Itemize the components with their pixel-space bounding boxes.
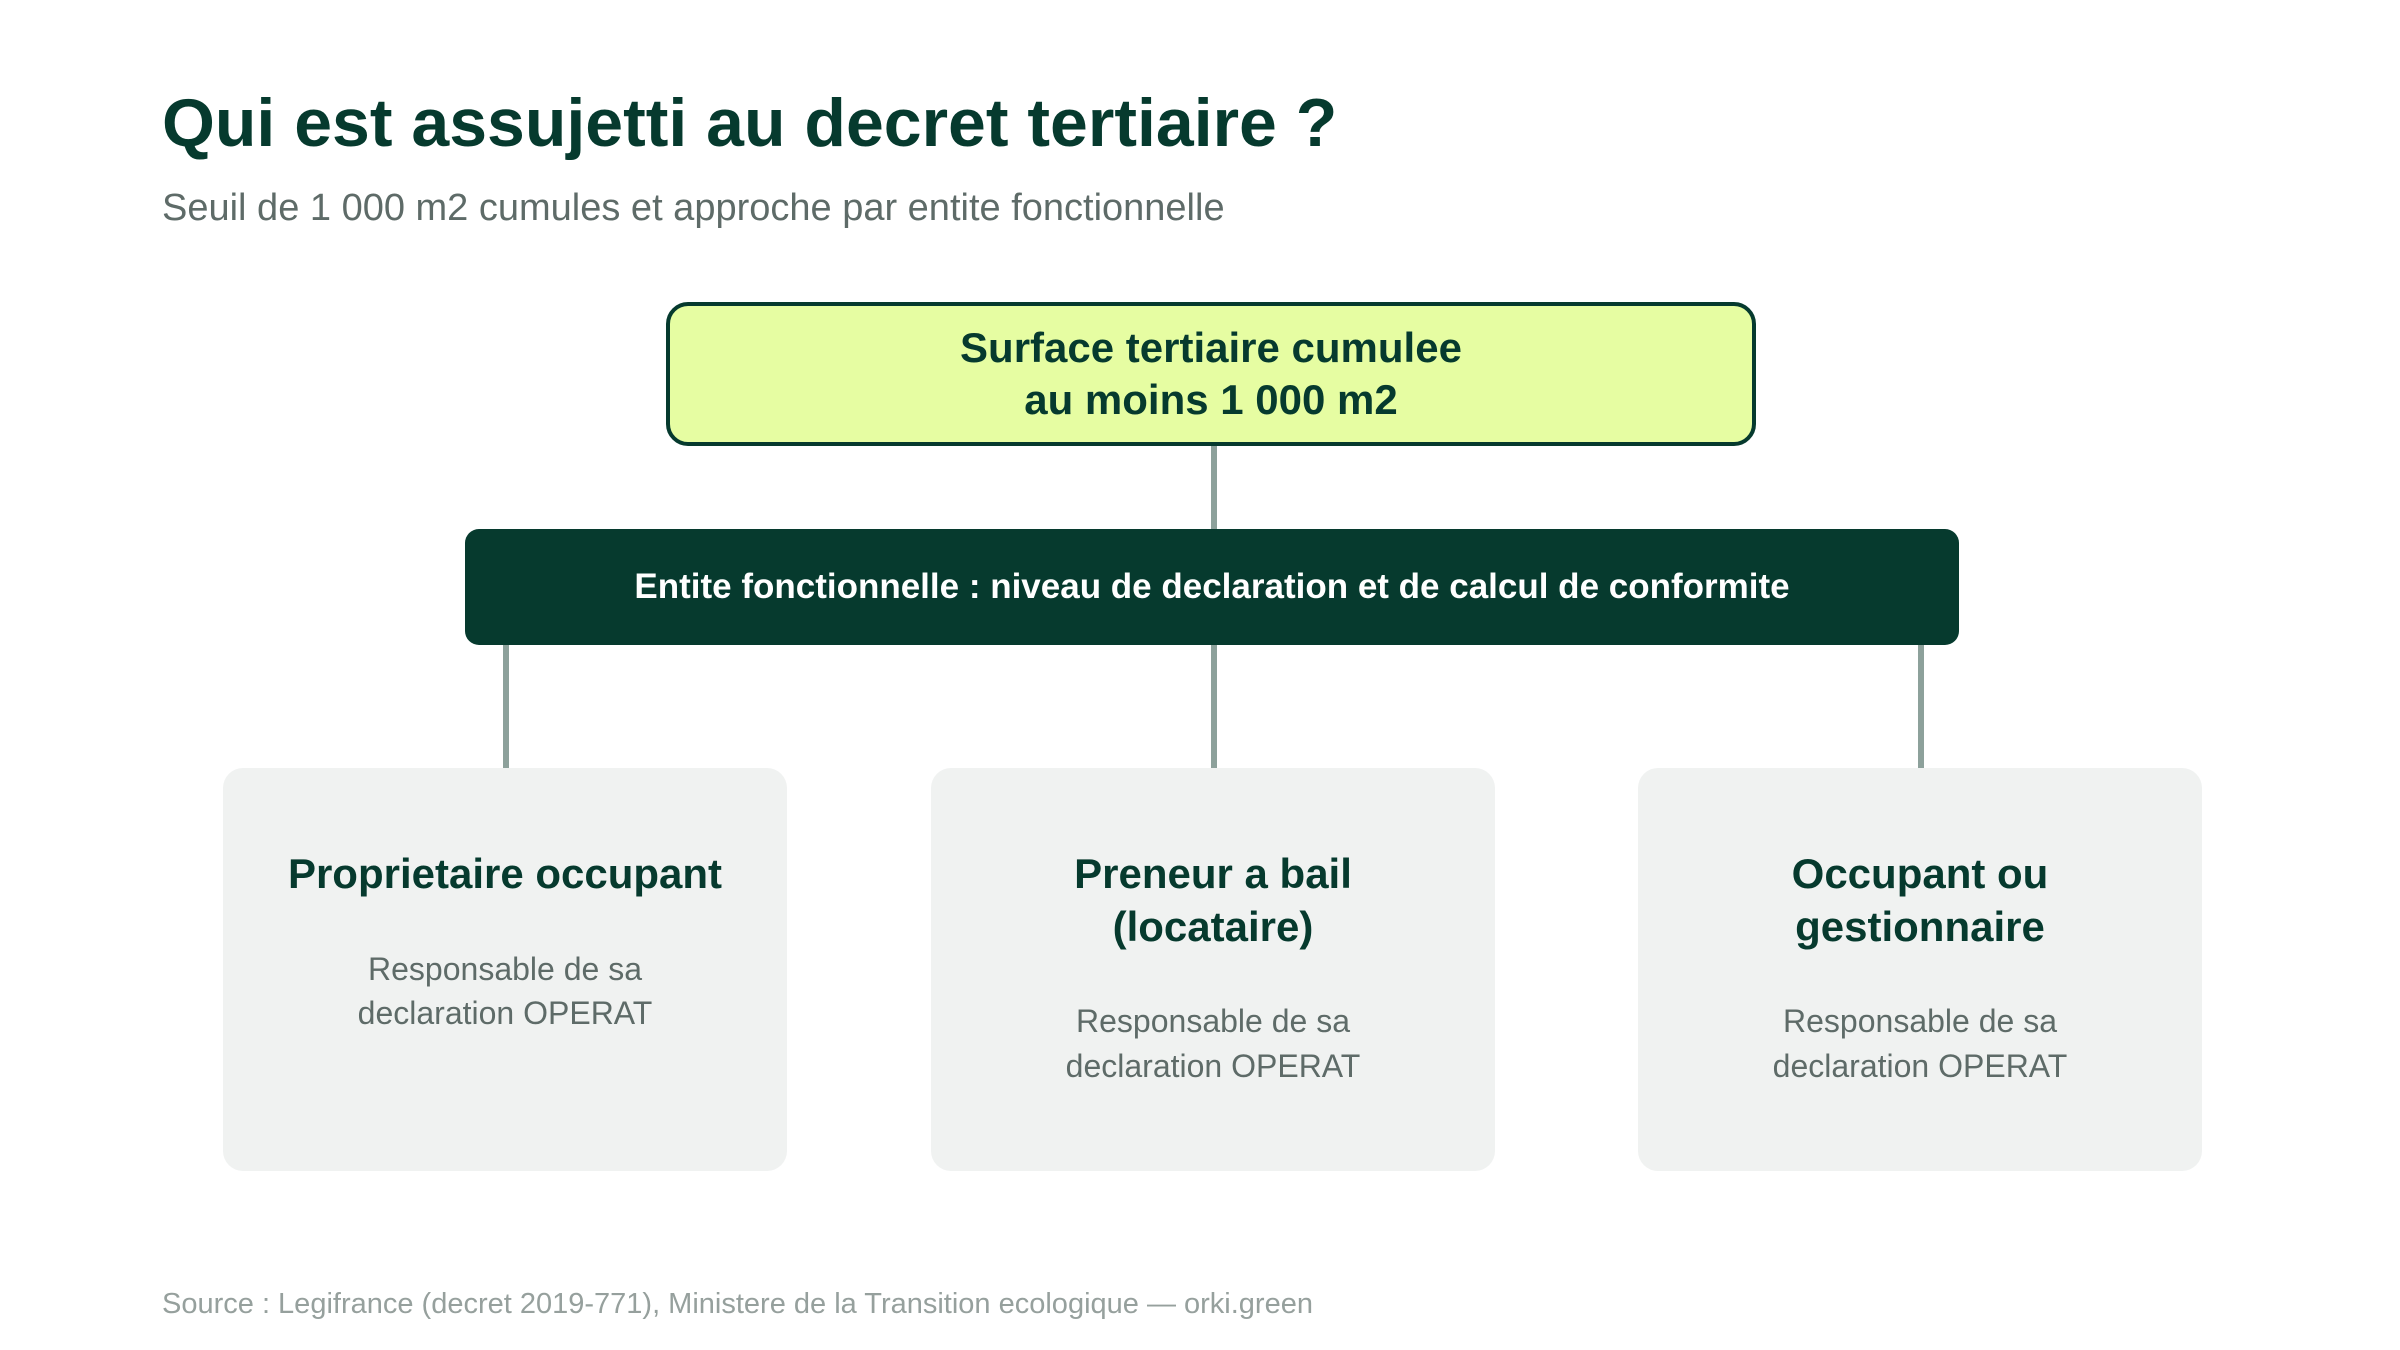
card-title: Occupant ou gestionnaire bbox=[1791, 850, 2049, 950]
connector-entity-to-card-2 bbox=[1211, 645, 1217, 768]
card-title: Proprietaire occupant bbox=[287, 850, 723, 897]
connector-top-to-entity bbox=[1211, 446, 1217, 529]
card-text: Responsable de sa declaration OPERAT bbox=[1772, 1003, 2068, 1084]
entity-bar: Entite fonctionnelle : niveau de declaration et de calcul de conformite bbox=[465, 529, 1959, 645]
connector-entity-to-card-3 bbox=[1918, 645, 1924, 768]
page-subtitle: Seuil de 1 000 m2 cumules et approche par entite fonctionnelle bbox=[162, 187, 1225, 229]
card-text: Responsable de sa declaration OPERAT bbox=[357, 950, 653, 1032]
card-proprietaire bbox=[223, 768, 787, 1171]
card-text: Responsable de sa declaration OPERAT bbox=[1065, 1003, 1361, 1084]
page-title: Qui est assujetti au decret tertiaire ? bbox=[162, 85, 1338, 161]
connector-entity-to-card-1 bbox=[503, 645, 509, 768]
card-preneur bbox=[931, 768, 1495, 1171]
source-note: Source : Legifrance (decret 2019-771), Ministere de la Transition ecologique — orki.green bbox=[162, 1288, 1313, 1320]
threshold-line-1: Surface tertiaire cumulee bbox=[960, 323, 1462, 371]
card-occupant bbox=[1638, 768, 2202, 1171]
threshold-line-2: au moins 1 000 m2 bbox=[1024, 376, 1398, 423]
threshold-box bbox=[666, 302, 1756, 446]
card-title: Preneur a bail (locataire) bbox=[1074, 850, 1352, 950]
